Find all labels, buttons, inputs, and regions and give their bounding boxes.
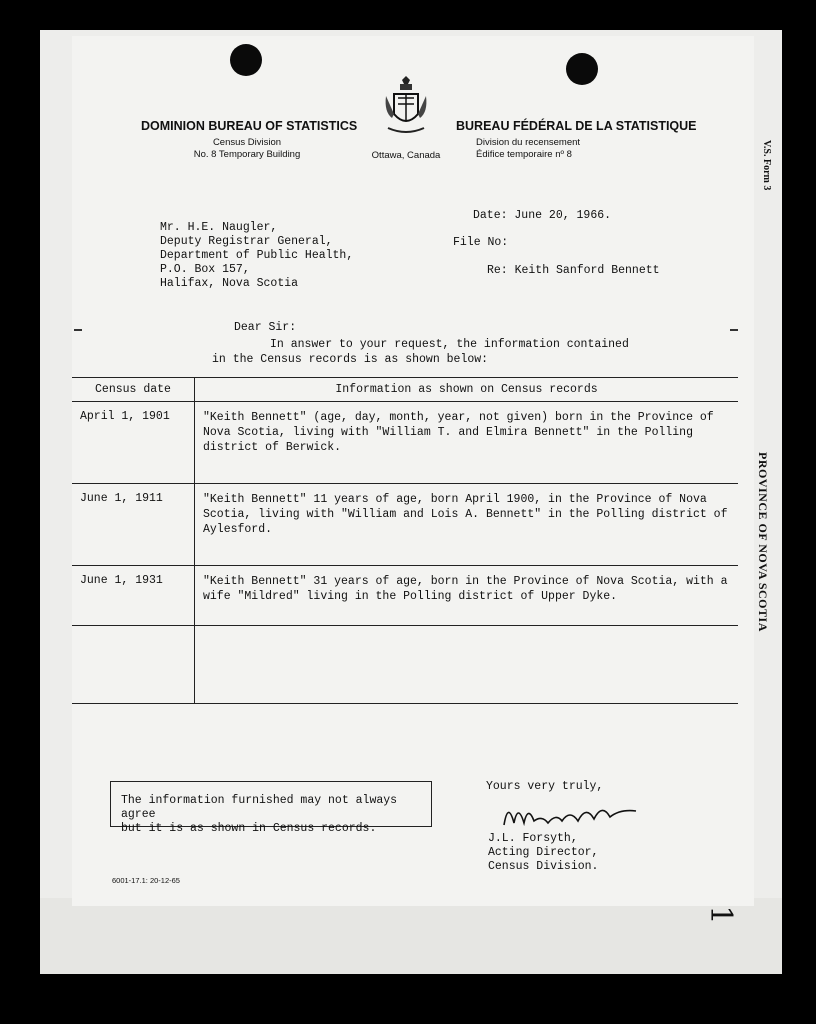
- census-date-cell: June 1, 1911: [72, 484, 195, 566]
- disclaimer-line: but it is as shown in Census records.: [121, 822, 377, 835]
- empty-cell: [72, 626, 195, 704]
- census-records-table: [72, 377, 738, 704]
- addressee-line: Mr. H.E. Naugler,: [160, 221, 278, 234]
- table-row: [72, 402, 738, 484]
- signatory-division: Census Division.: [488, 860, 599, 873]
- disclaimer-box: [110, 781, 432, 835]
- vs-form-label: V.S. Form 3: [761, 140, 772, 191]
- handwritten-signature: [498, 795, 643, 835]
- form-code: 6001-17.1: 20-12-65: [112, 876, 180, 885]
- left-subtitle-1: Census Division: [212, 137, 282, 148]
- addressee-line: P.O. Box 157,: [160, 263, 250, 276]
- punch-hole-left: [230, 44, 262, 76]
- intro-line-1: In answer to your request, the information contained: [270, 338, 629, 351]
- census-date-cell: April 1, 1901: [72, 402, 195, 484]
- province-label: PROVINCE OF NOVA SCOTIA: [756, 452, 770, 632]
- right-subtitle-2: Édifice temporaire nº 8: [476, 149, 572, 160]
- date-line: Date: June 20, 1966.: [473, 209, 612, 222]
- left-subtitle-2: No. 8 Temporary Building: [193, 149, 301, 160]
- right-title: BUREAU FÉDÉRAL DE LA STATISTIQUE: [456, 119, 697, 133]
- salutation: Dear Sir:: [234, 321, 297, 334]
- intro-line-2: in the Census records is as shown below:: [212, 353, 489, 366]
- punch-hole-right: [566, 53, 598, 85]
- center-city: Ottawa, Canada: [371, 150, 441, 161]
- signatory-block: [488, 832, 598, 874]
- underlying-form-bottom-strip: [40, 898, 782, 974]
- census-info-cell: "Keith Bennett" (age, day, month, year, not given) born in the Province of Nova Scotia, living with "William T. and Elmira Bennett" in the Polling district of Berwick.: [195, 402, 739, 484]
- addressee-line: Department of Public Health,: [160, 249, 354, 262]
- signatory-title: Acting Director,: [488, 846, 599, 859]
- re-line: Re: Keith Sanford Bennett: [487, 264, 660, 277]
- left-title: DOMINION BUREAU OF STATISTICS: [141, 119, 358, 133]
- addressee-line: Halifax, Nova Scotia: [160, 277, 299, 290]
- file-no-line: File No:: [453, 236, 509, 249]
- census-info-cell: "Keith Bennett" 11 years of age, born April 1900, in the Province of Nova Scotia, living with "William and Lois A. Bennett" in the Polling district of Aylesford.: [195, 484, 739, 566]
- table-header-row: [72, 378, 738, 402]
- addressee-line: Deputy Registrar General,: [160, 235, 333, 248]
- header-census-date: Census date: [72, 378, 195, 402]
- table-row-empty: [72, 626, 738, 704]
- coat-of-arms-icon: [384, 76, 428, 140]
- margin-tick-left: [74, 329, 82, 331]
- table-row: [72, 566, 738, 626]
- addressee-block: [160, 221, 353, 291]
- closing-yours: Yours very truly,: [486, 780, 604, 793]
- census-info-cell: "Keith Bennett" 31 years of age, born in the Province of Nova Scotia, with a wife "Mildred" living in the Polling district of Upper Dyke.: [195, 566, 739, 626]
- census-date-cell: June 1, 1931: [72, 566, 195, 626]
- empty-cell: [195, 626, 739, 704]
- header-information: Information as shown on Census records: [195, 378, 739, 402]
- disclaimer-line: The information furnished may not always agree: [121, 794, 398, 821]
- table-row: [72, 484, 738, 566]
- margin-tick-right: [730, 329, 738, 331]
- right-subtitle-1: Division du recensement: [476, 137, 581, 148]
- signatory-name: J.L. Forsyth,: [488, 832, 578, 845]
